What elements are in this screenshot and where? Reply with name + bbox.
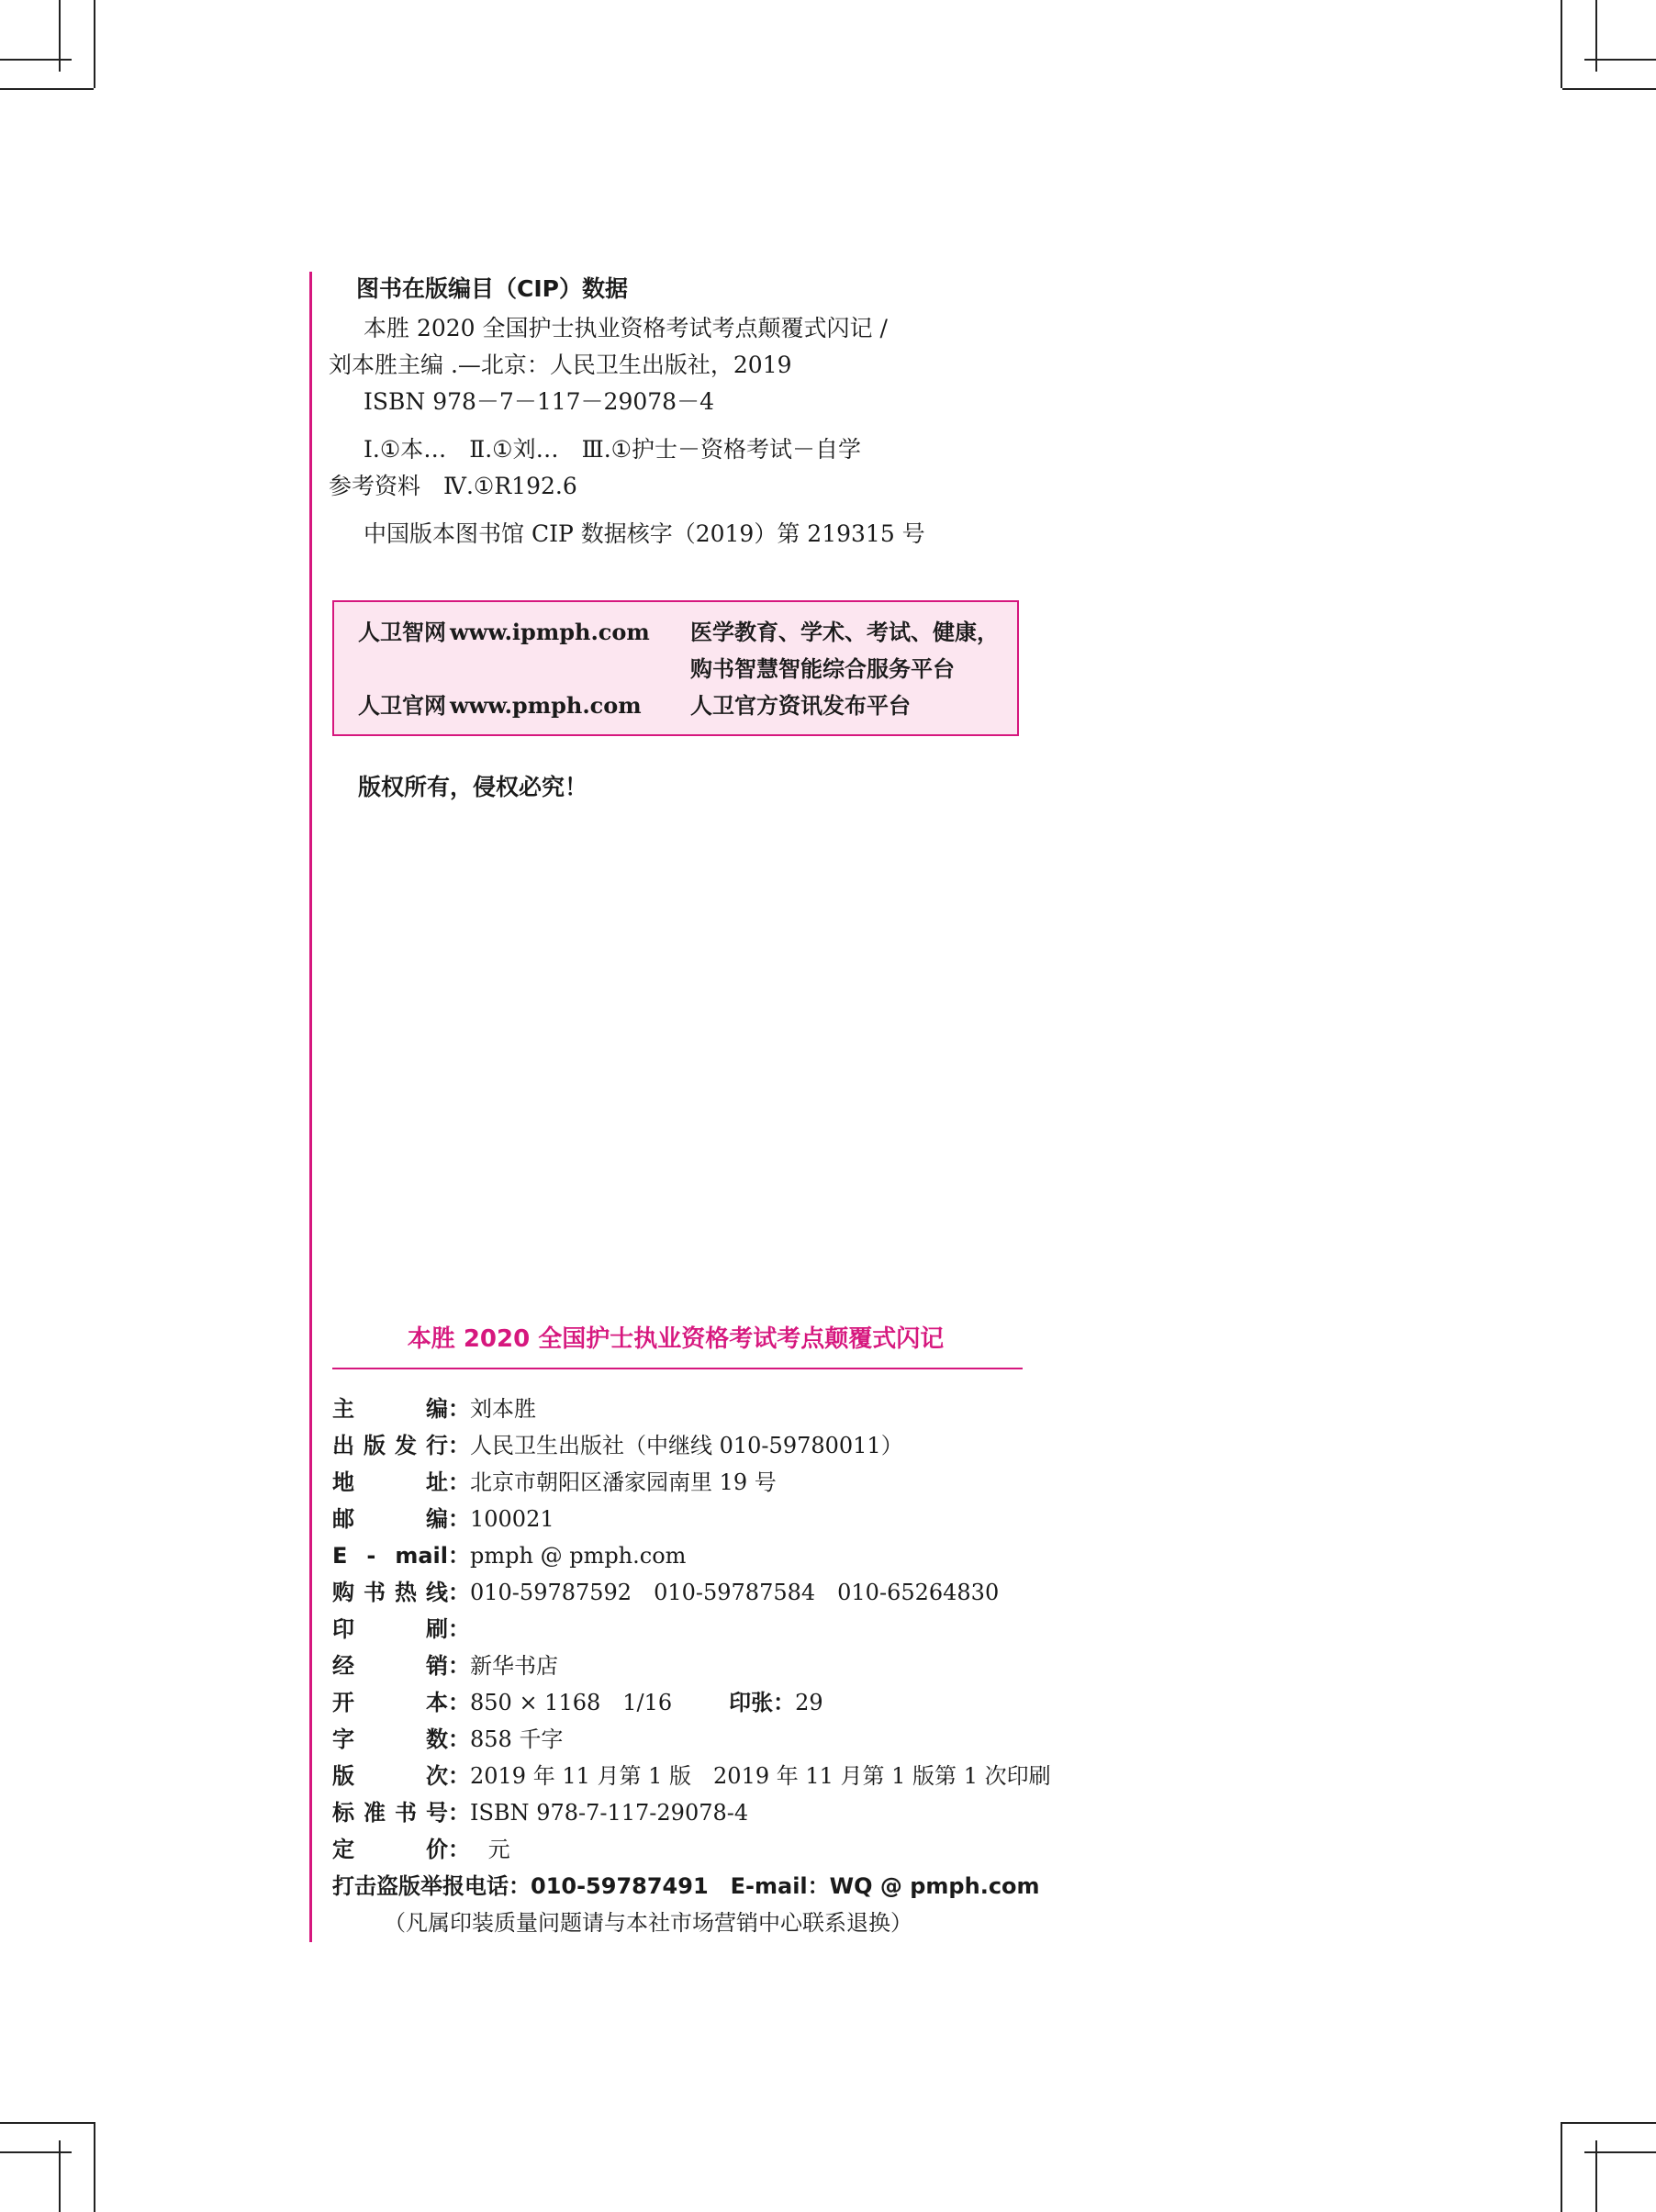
antipiracy-line: 打击盗版举报电话：010-59787491 E-mail：WQ @ pmph.com [332,1873,1040,1899]
info-value: 29 [795,1690,823,1715]
website-name: 人卫官网 [358,693,446,719]
info-value: 人民卫生出版社（中继线 010-59780011） [470,1433,903,1458]
info-label: 主编 [332,1396,448,1422]
crop-mark [1595,2140,1597,2212]
crop-mark [1562,2122,1656,2124]
crop-mark [1561,0,1562,88]
info-value: 2019 年 11 月第 1 版 2019 年 11 月第 1 版第 1 次印刷 [470,1763,1051,1789]
crop-mark [0,59,72,61]
info-label: 印刷 [332,1616,448,1642]
info-row-address: 地址：北京市朝阳区潘家园南里 19 号 [332,1464,1030,1501]
info-value: 刘本胜 [470,1396,536,1422]
crop-mark [1595,0,1597,72]
info-value: 850 × 1168 1/16 [470,1690,673,1715]
website-desc: 医学教育、学术、考试、健康， [690,620,999,645]
info-value: 858 千字 [470,1726,564,1752]
info-label: 购书热线 [332,1580,448,1605]
crop-mark [59,2140,61,2212]
info-row-postcode: 邮编：100021 [332,1501,1030,1537]
website-desc: 购书智慧智能综合服务平台 [690,656,955,682]
crop-mark [0,88,94,90]
info-row-price: 定价： 元 [332,1831,1030,1868]
info-label: 印张 [729,1690,774,1715]
info-value: 新华书店 [470,1653,558,1679]
info-label: 地址 [332,1469,448,1495]
cip-block [329,268,1026,553]
info-row-format: 开本：850 × 1168 1/16 印张：29 [332,1684,1030,1721]
info-value: ISBN 978-7-117-29078-4 [470,1800,749,1826]
accent-rule [309,272,312,1942]
info-label: 经销 [332,1653,448,1679]
crop-mark [0,2151,72,2153]
cip-line: 中国版本图书馆 CIP 数据核字（2019）第 219315 号 [364,520,925,547]
crop-mark [1562,88,1656,90]
info-label: 版次 [332,1763,448,1789]
info-row-printer: 印刷： [332,1611,1030,1648]
info-row-words: 字数：858 千字 [332,1721,1030,1758]
cip-title: 图书在版编目（CIP）数据 [356,275,628,302]
crop-mark [59,0,61,72]
info-label: 邮编 [332,1506,448,1532]
book-title: 本胜 2020 全国护士执业资格考试考点颠覆式闪记 [407,1325,945,1353]
crop-mark [1561,2122,1562,2212]
info-label: 字数 [332,1726,448,1752]
crop-mark [94,2122,95,2212]
cip-line: 本胜 2020 全国护士执业资格考试考点颠覆式闪记 / [364,315,888,341]
info-row-email: E - mail：pmph @ pmph.com [332,1537,1030,1574]
info-label: 标准书号 [332,1800,448,1826]
cip-line: 参考资料 Ⅳ.①R192.6 [329,473,577,499]
info-row-edition: 版次：2019 年 11 月第 1 版 2019 年 11 月第 1 版第 1 次印刷 [332,1758,1030,1794]
info-value: 100021 [470,1506,554,1532]
cip-line: ISBN 978－7－117－29078－4 [364,388,714,415]
info-value: 元 [459,1837,510,1862]
website-url[interactable]: www.pmph.com [450,692,642,719]
info-label: E - mail [332,1543,448,1569]
title-rule [332,1368,1023,1369]
website-url[interactable]: www.ipmph.com [450,619,650,645]
info-value: 北京市朝阳区潘家园南里 19 号 [470,1469,777,1495]
cip-line: 刘本胜主编 .—北京：人民卫生出版社，2019 [329,352,792,378]
info-row-hotline: 购书热线：010-59787592 010-59787584 010-65264830 [332,1574,1030,1611]
info-row-isbn: 标准书号：ISBN 978-7-117-29078-4 [332,1794,1030,1831]
website-box [332,600,1019,736]
website-name: 人卫智网 [358,620,446,645]
info-row-publisher: 出版发行：人民卫生出版社（中继线 010-59780011） [332,1427,1030,1464]
copyright-notice: 版权所有，侵权必究！ [358,774,588,800]
info-label: 定价 [332,1837,448,1862]
info-value[interactable]: pmph @ pmph.com [470,1543,687,1569]
return-note: （凡属印装质量问题请与本社市场营销中心联系退换） [384,1910,912,1936]
crop-mark [94,0,95,88]
info-label: 出版发行 [332,1433,448,1458]
crop-mark [0,2122,94,2124]
info-row-editor: 主编：刘本胜 [332,1391,1030,1427]
info-row-distributor: 经销：新华书店 [332,1648,1030,1684]
website-desc: 人卫官方资讯发布平台 [690,693,911,719]
publication-info [332,1391,1051,1941]
cip-line: Ⅰ.①本… Ⅱ.①刘… Ⅲ.①护士－资格考试－自学 [364,436,862,463]
info-value: 010-59787592 010-59787584 010-65264830 [470,1580,1000,1605]
info-label: 开本 [332,1690,448,1715]
